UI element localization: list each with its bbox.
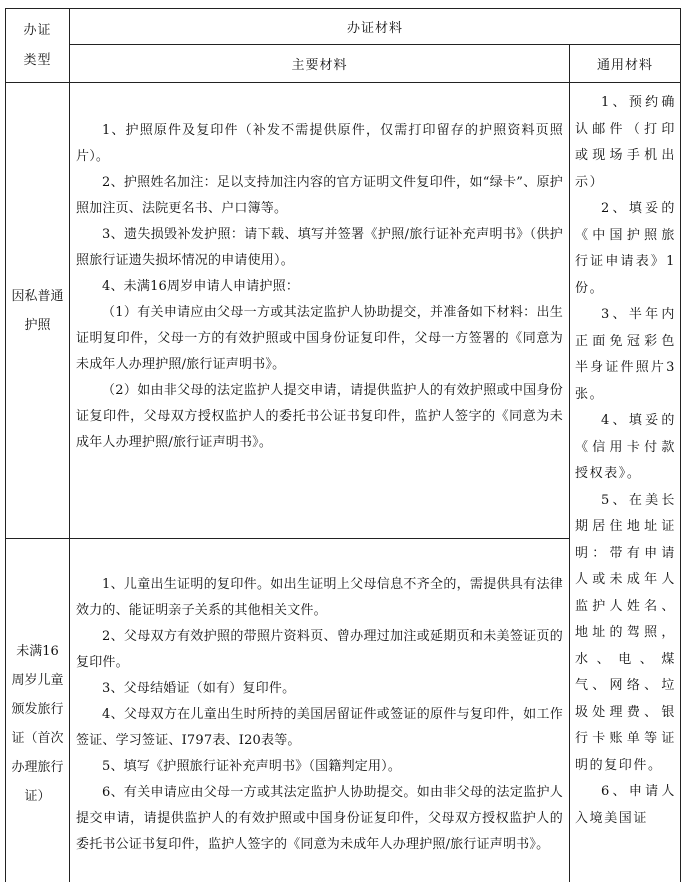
header-divider-bottom — [5, 82, 681, 83]
row-1-type-label: 因私普通护照 — [11, 288, 64, 333]
row-1-main-cell — [76, 118, 563, 536]
header-general-label: 通用材料 — [596, 58, 653, 73]
row-2-type-label: 未满16周岁儿童颁发旅行证（首次办理旅行证） — [11, 644, 64, 804]
row-2-item-2: 2、父母双方有效护照的带照片资料页、曾办理过加注或延期页和未美签证页的复印件。 — [76, 629, 563, 670]
general-item-4: 4、填妥的《信用卡付款授权表》。 — [575, 413, 676, 481]
row-2-type-cell — [6, 539, 69, 882]
general-item-2: 2、填妥的《中国护照旅行证申请表》1份。 — [575, 201, 676, 296]
row-1-item-3: 3、遗失损毁补发护照：请下载、填写并签署《护照/旅行证补充声明书》（供护照旅行证遗失损坏情况的申请使用）。 — [76, 227, 563, 268]
row-1-item-5: （1）有关申请应由父母一方或其法定监护人协助提交，并准备如下材料：出生证明复印件，父母一方的有效护照或中国身份证复印件，父母一方签署的《同意为未成年人办理护照/旅行证声明书》。 — [76, 305, 563, 372]
header-materials-cell — [70, 9, 680, 44]
column-divider-general — [569, 44, 570, 882]
header-type-label: 办证类型 — [23, 22, 52, 68]
column-divider-type — [69, 8, 70, 882]
header-main-cell — [70, 45, 569, 82]
general-item-1: 1、预约确认邮件（打印或现场手机出示） — [575, 95, 676, 190]
row-1-item-2: 2、护照姓名加注：足以支持加注内容的官方证明文件复印件，如“绿卡”、原护照加注页、法院更名书、户口簿等。 — [76, 175, 563, 216]
row-divider — [5, 538, 570, 539]
row-1-item-1: 1、护照原件及复印件（补发不需提供原件，仅需打印留存的护照资料页照片）。 — [76, 123, 563, 164]
row-1-type-cell — [6, 83, 69, 538]
table-border-right — [680, 8, 681, 882]
row-2-main-cell — [76, 572, 563, 882]
row-1-item-6: （2）如由非父母的法定监护人提交申请，请提供监护人的有效护照或中国身份证复印件，父母双方授权监护人的委托书公证书复印件，监护人签字的《同意为未成年人办理护照/旅行证声明书》。 — [76, 383, 563, 450]
row-2-item-1: 1、儿童出生证明的复印件。如出生证明上父母信息不齐全的，需提供具有法律效力的、能证明亲子关系的其他相关文件。 — [76, 577, 563, 618]
general-materials-cell — [575, 90, 676, 882]
general-item-5: 5、在美长期居住地址证明：带有申请人或未成年人监护人姓名、地址的驾照，水、电、煤气、网络、垃圾处理费、银行卡账单等证明的复印件。 — [575, 492, 676, 773]
general-item-3: 3、半年内正面免冠彩色半身证件照片3张。 — [575, 307, 676, 402]
header-general-cell — [570, 45, 680, 82]
row-2-item-4: 4、父母双方在儿童出生时所持的美国居留证件或签证的原件与复印件，如工作签证、学习签证、I797表、I20表等。 — [76, 707, 563, 748]
header-main-label: 主要材料 — [291, 58, 348, 73]
header-type-cell — [6, 9, 69, 82]
general-item-6: 6、申请人入境美国证 — [575, 784, 676, 826]
row-2-item-5: 5、填写《护照旅行证补充声明书》（国籍判定用）。 — [102, 759, 402, 774]
row-1-item-4: 4、未满16周岁申请人申请护照： — [102, 279, 300, 294]
header-materials-label: 办证材料 — [346, 21, 403, 36]
row-2-item-3: 3、父母结婚证（如有）复印件。 — [102, 681, 296, 696]
row-2-item-6: 6、有关申请应由父母一方或其法定监护人协助提交。如由非父母的法定监护人提交申请，请提供监护人的有效护照或中国身份证复印件，父母双方授权监护人的委托书公证书复印件，监护人签字的《同意为未成年人办理护照/旅行证声明书》。 — [76, 785, 563, 852]
